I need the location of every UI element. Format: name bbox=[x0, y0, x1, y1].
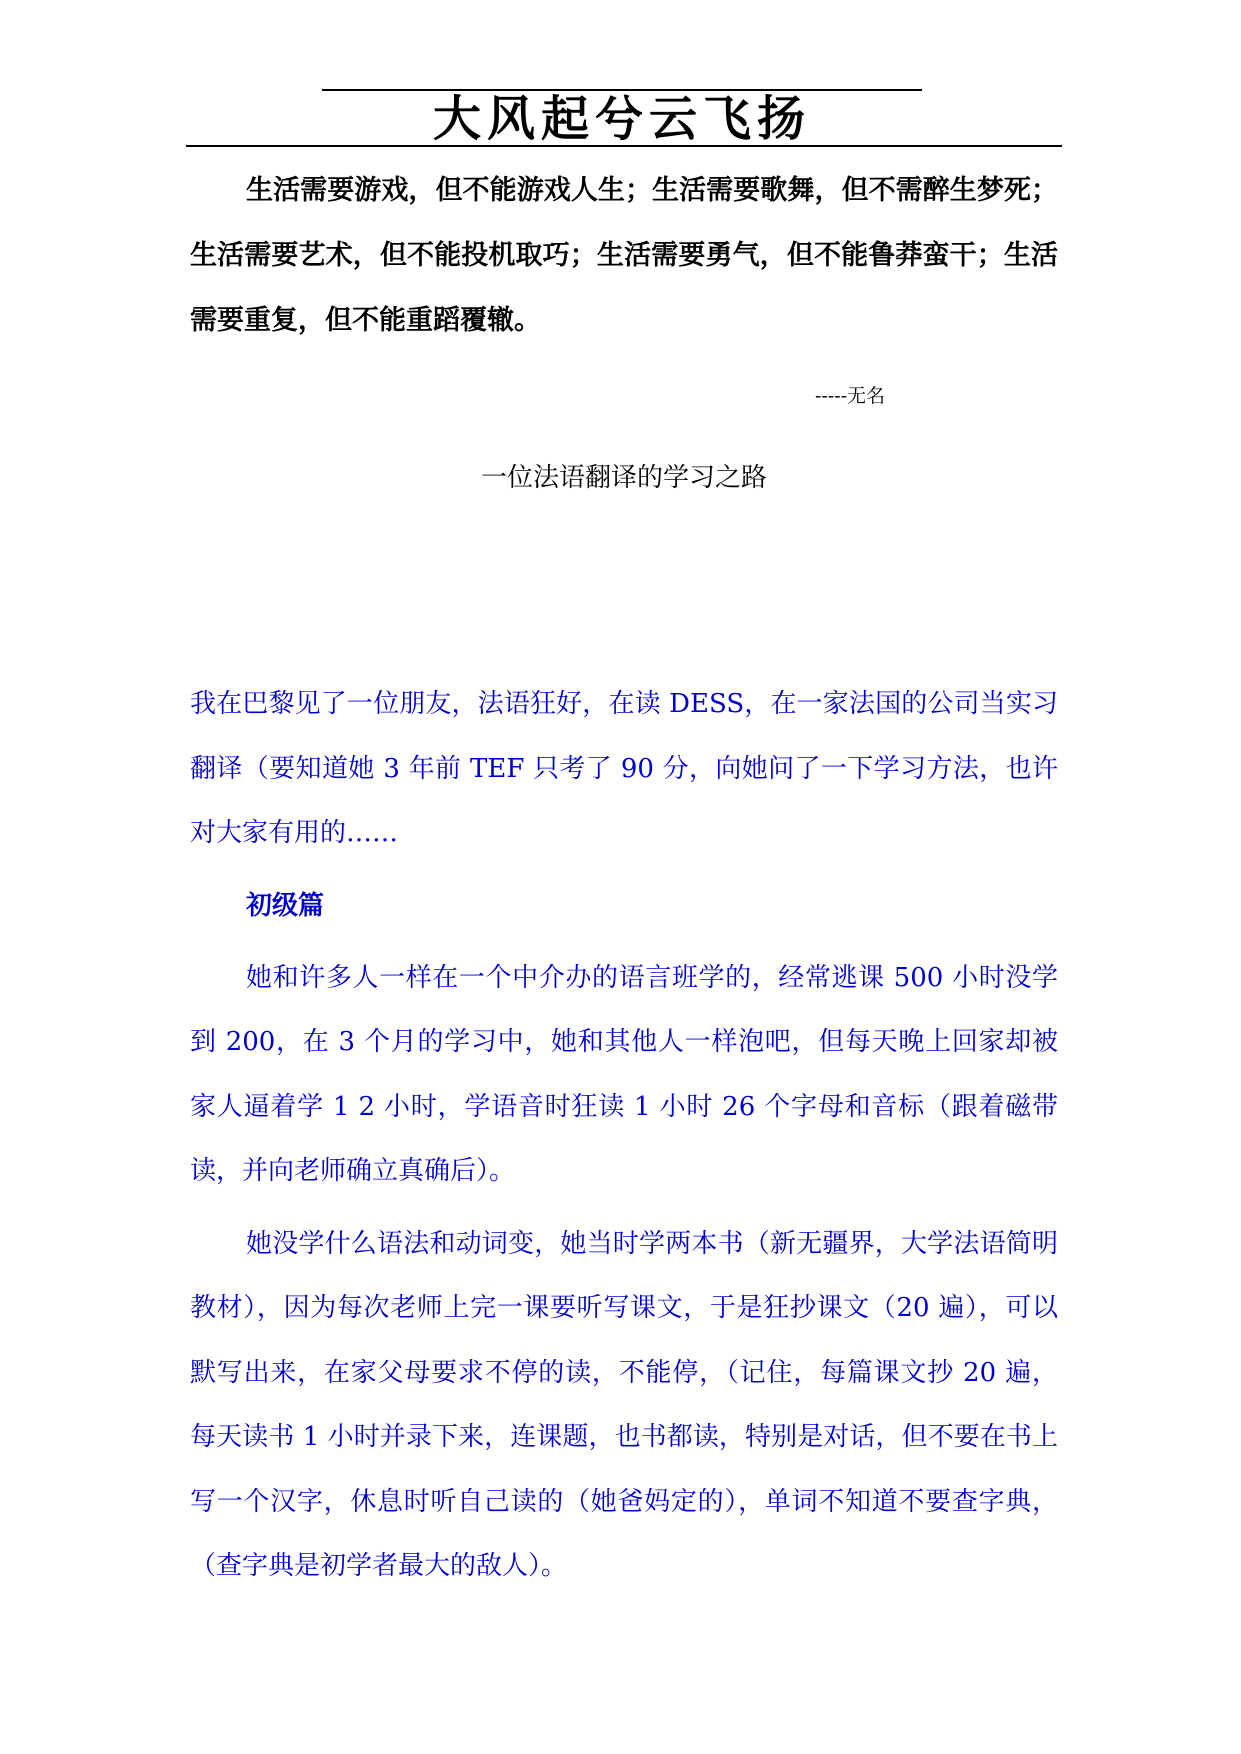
article-title: 一位法语翻译的学习之路 bbox=[480, 463, 767, 493]
article-paragraph: 她和许多人一样在一个中介办的语言班学的，经常逃课 500 小时没学到 200，在 3 个月的学习中，她和其他人一样泡吧，但每天晚上回家却被家人逼着学 1 2 小时，学语音时狂读 1 小时 26 个字母和音标（跟着磁带读，并向老师确立真确后）。 bbox=[190, 962, 1058, 1186]
banner-title: 大风起兮云飞扬 bbox=[432, 91, 811, 147]
article-paragraph: 她没学什么语法和动词变，她当时学两本书（新无疆界，大学法语简明教材），因为每次老师上完一课要听写课文，于是狂抄课文（20 遍），可以默写出来，在家父母要求不停的读，不能停，（记住，每篇课文抄 20 遍，每天读书 1 小时并录下来，连课题，也书都读，特别是对话，但不要在书上写一个汉字，休息时听自己读的（她爸妈定的），单词不知道不要查字典，（查字典是初学者最大的敌人）。 bbox=[190, 1228, 1058, 1581]
article-intro: 我在巴黎见了一位朋友，法语狂好，在读 DESS，在一家法国的公司当实习翻译（要知道她 3 年前 TEF 只考了 90 分，向她问了一下学习方法，也许对大家有用的…… bbox=[190, 689, 1058, 848]
quote-author: -----无名 bbox=[814, 385, 886, 407]
header-rule-bottom bbox=[186, 145, 1062, 147]
article-body bbox=[190, 672, 1058, 1607]
quote-text: 生活需要游戏，但不能游戏人生；生活需要歌舞，但不需醉生梦死；生活需要艺术，但不能投机取巧；生活需要勇气，但不能鲁莽蛮干；生活需要重复，但不能重蹈覆辙。 bbox=[190, 175, 1058, 336]
section-heading: 初级篇 bbox=[246, 890, 325, 921]
